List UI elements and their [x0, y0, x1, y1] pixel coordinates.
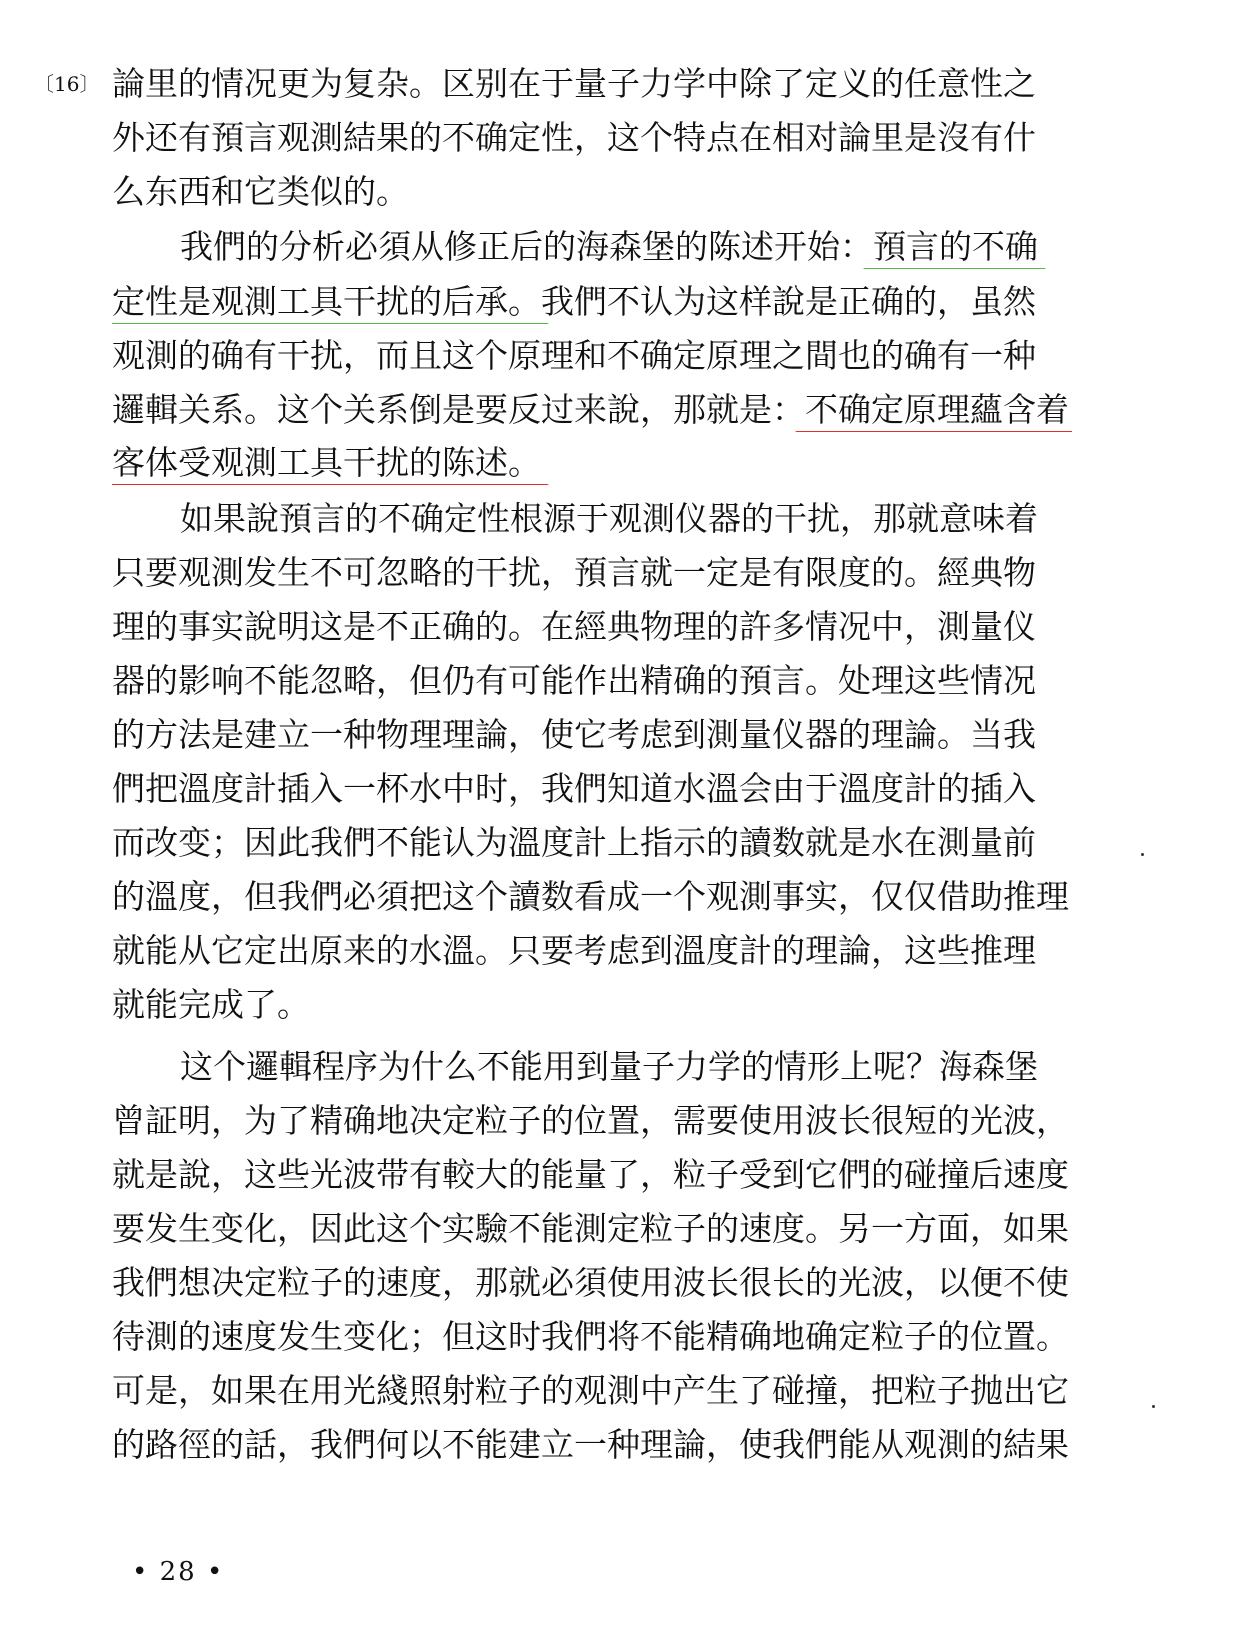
- green-underlined-text: 預言的不确: [873, 227, 1038, 266]
- text-line-5: [112, 280, 1072, 324]
- scan-speck: [1152, 1405, 1155, 1408]
- text-line-14: 們把溫度計插入一杯水中时，我們知道水溫会由于溫度計的插入: [112, 769, 1036, 808]
- text-line-7: [112, 388, 1072, 432]
- text-line-4-plain: 我們的分析必須从修正后的海森堡的陈述开始：: [180, 227, 873, 266]
- text-line-4: [180, 225, 1072, 269]
- page-number: • 28 •: [132, 1557, 225, 1587]
- text-line-9: 如果說預言的不确定性根源于观測仪器的干扰，那就意味着: [180, 499, 1038, 538]
- text-line-26: 的路徑的話，我們何以不能建立一种理論，使我們能从观測的結果: [112, 1425, 1069, 1464]
- text-line-12: 器的影响不能忽略，但仍有可能作出精确的預言。处理这些情况: [112, 661, 1036, 700]
- text-line-22: 要发生变化，因此这个实驗不能測定粒子的速度。另一方面，如果: [112, 1209, 1069, 1248]
- text-line-15: 而改变；因此我們不能认为溫度計上指示的讀数就是水在測量前: [112, 823, 1036, 862]
- green-underlined-text: 定性是观測工具干扰的后承。: [112, 282, 541, 321]
- text-line-1: 論里的情况更为复杂。区别在于量子力学中除了定义的任意性之: [112, 64, 1036, 103]
- text-line-8: [112, 441, 1072, 485]
- text-line-13: 的方法是建立一种物理理論，使它考虑到測量仪器的理論。当我: [112, 715, 1036, 754]
- text-line-16: 的溫度，但我們必須把这个讀数看成一个观測事实，仅仅借助推理: [112, 877, 1069, 916]
- margin-note: 〔16〕: [34, 72, 100, 96]
- text-line-6: 观測的确有干扰，而且这个原理和不确定原理之間也的确有一种: [112, 336, 1036, 375]
- text-line-11: 理的事实說明这是不正确的。在經典物理的許多情况中，測量仪: [112, 607, 1036, 646]
- red-underlined-text: 不确定原理蘊含着: [805, 390, 1069, 429]
- text-line-18: 就能完成了。: [112, 985, 310, 1024]
- scan-speck: [1141, 853, 1144, 856]
- text-line-10: 只要观測发生不可忽略的干扰，預言就一定是有限度的。經典物: [112, 553, 1036, 592]
- text-line-5-plain: 我們不认为这样說是正确的，虽然: [541, 282, 1036, 321]
- text-line-17: 就能从它定出原来的水溫。只要考虑到溫度計的理論，这些推理: [112, 931, 1036, 970]
- text-line-20: 曾証明，为了精确地决定粒子的位置，需要使用波长很短的光波，: [112, 1101, 1069, 1140]
- text-line-23: 我們想决定粒子的速度，那就必須使用波长很长的光波，以便不使: [112, 1263, 1069, 1302]
- text-line-3: 么东西和它类似的。: [112, 172, 409, 211]
- text-line-21: 就是說，这些光波带有較大的能量了，粒子受到它們的碰撞后速度: [112, 1155, 1069, 1194]
- text-line-7-plain: 邏輯关系。这个关系倒是要反过来說，那就是：: [112, 390, 805, 429]
- text-line-19: 这个邏輯程序为什么不能用到量子力学的情形上呢？海森堡: [180, 1047, 1038, 1086]
- text-line-25: 可是，如果在用光綫照射粒子的观測中产生了碰撞，把粒子抛出它: [112, 1371, 1069, 1410]
- text-line-24: 待測的速度发生变化；但这时我們将不能精确地确定粒子的位置。: [112, 1317, 1069, 1356]
- red-underlined-text: 客体受观測工具干扰的陈述。: [112, 443, 541, 482]
- text-line-2: 外还有預言观測結果的不确定性，这个特点在相对論里是沒有什: [112, 118, 1036, 157]
